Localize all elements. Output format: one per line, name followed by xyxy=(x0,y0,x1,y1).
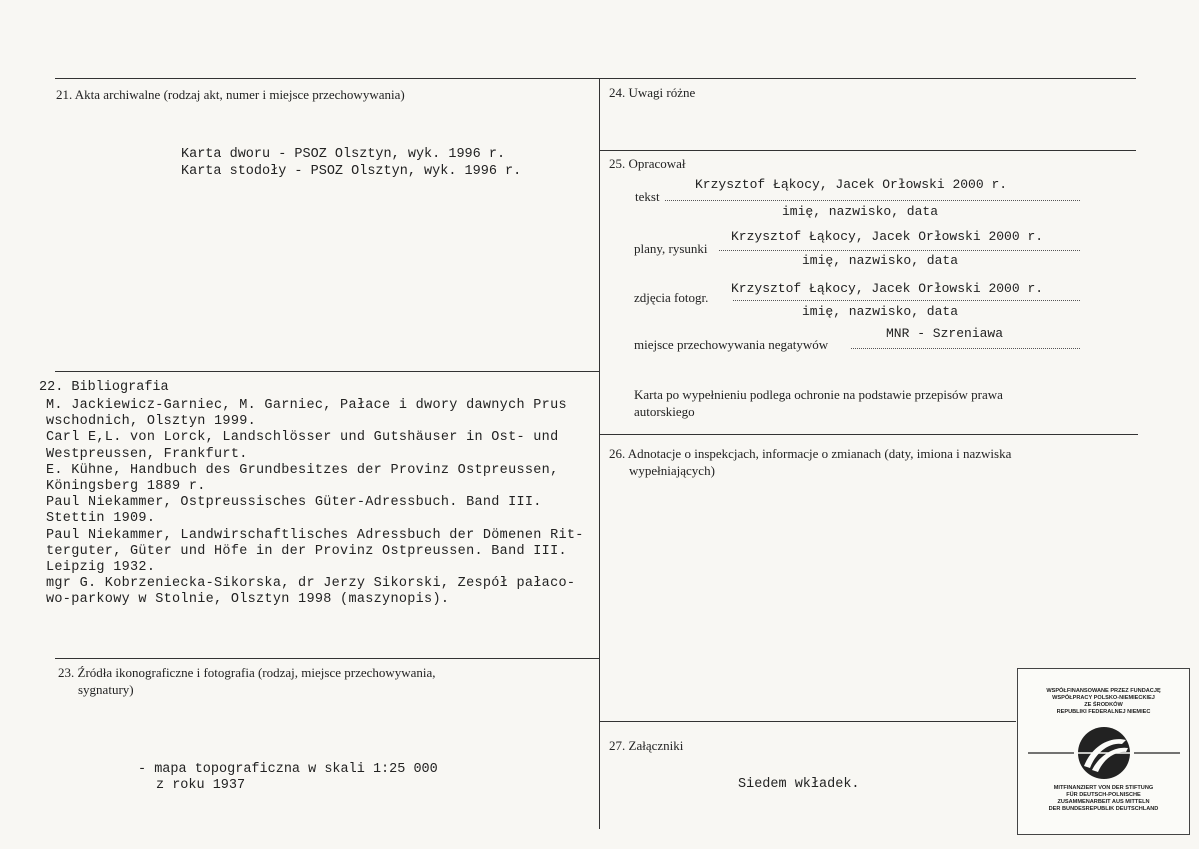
stamp-line: REPUBLIKI FEDERALNEJ NIEMIEC xyxy=(1056,709,1151,715)
top-rule xyxy=(55,78,1136,79)
text-author-value: Krzysztof Łąkocy, Jacek Orłowski 2000 r. xyxy=(695,177,1008,192)
drawings-author-value: Krzysztof Łąkocy, Jacek Orłowski 2000 r. xyxy=(731,229,1044,244)
bibliography-line: wo-parkowy w Stolnie, Olsztyn 1998 (maszynopis). xyxy=(46,592,450,608)
foundation-stamp xyxy=(1017,668,1190,835)
bibliography-line: Köningsberg 1889 r. xyxy=(46,479,206,495)
section-23-line: - mapa topograficzna w skali 1:25 000 xyxy=(138,762,438,777)
section-23-heading-line: 23. Źródła ikonograficzne i fotografia (rodzaj, miejsce przechowywania, xyxy=(58,665,436,680)
bibliography-line: Leipzig 1932. xyxy=(46,560,156,576)
photos-author-dotted-line xyxy=(733,300,1080,301)
bibliography-line: M. Jackiewicz-Garniec, M. Garniec, Pałace i dwory dawnych Prus xyxy=(46,398,567,413)
section-27-heading: 27. Załączniki xyxy=(609,738,684,753)
bibliography-line: wschodnich, Olsztyn 1999. xyxy=(46,414,257,430)
rule-26-27 xyxy=(600,721,1016,722)
section-26-heading xyxy=(609,445,1011,479)
section-25-heading: 25. Opracował xyxy=(609,156,686,171)
negatives-location-dotted-line xyxy=(851,348,1080,349)
section-26-heading-line: wypełniających) xyxy=(629,463,715,478)
section-23-body xyxy=(138,762,438,794)
section-22-heading: 22. Bibliografia xyxy=(39,380,169,395)
section-21-body xyxy=(181,146,521,180)
bibliography-list xyxy=(46,398,584,609)
negatives-location-label: miejsce przechowywania negatywów xyxy=(634,337,829,352)
text-author-dotted-line xyxy=(665,200,1080,201)
attachments-value: Siedem wkładek. xyxy=(738,777,860,792)
section-21-line: Karta dworu - PSOZ Olsztyn, wyk. 1996 r. xyxy=(181,147,506,162)
rule-24-25 xyxy=(600,150,1136,151)
stamp-line: WSPÓŁFINANSOWANE PRZEZ FUNDACJĘ xyxy=(1046,688,1161,694)
bibliography-line: Stettin 1909. xyxy=(46,511,156,527)
stamp-line: ZUSAMMENARBEIT AUS MITTELN xyxy=(1057,799,1150,805)
section-23-heading xyxy=(58,664,436,698)
negatives-location-value: MNR - Szreniawa xyxy=(886,326,1004,341)
stamp-line: ZE ŚRODKÓW xyxy=(1084,702,1123,708)
copyright-note-line: autorskiego xyxy=(634,404,695,419)
section-26-heading-line: 26. Adnotacje o inspekcjach, informacje o zmianach (daty, imiona i nazwiska xyxy=(609,446,1012,461)
bibliography-line: Westpreussen, Frankfurt. xyxy=(46,446,248,462)
stamp-line: WSPÓŁPRACY POLSKO-NIEMIECKIEJ xyxy=(1052,695,1155,701)
section-24-heading: 24. Uwagi różne xyxy=(609,85,696,100)
stamp-text-german xyxy=(1022,785,1185,813)
stamp-line: FÜR DEUTSCH-POLNISCHE xyxy=(1066,792,1141,798)
photos-author-value: Krzysztof Łąkocy, Jacek Orłowski 2000 r. xyxy=(731,281,1044,296)
copyright-note-line: Karta po wypełnieniu podlega ochronie na podstawie przepisów prawa xyxy=(634,387,1003,402)
section-21-heading: 21. Akta archiwalne (rodzaj akt, numer i miejsce przechowywania) xyxy=(56,87,405,102)
copyright-note xyxy=(634,386,1003,420)
stamp-line: MITFINANZIERT VON DER STIFTUNG xyxy=(1053,785,1154,791)
bibliography-line: terguter, Güter und Höfe in der Provinz Ostpreussen. Band III. xyxy=(46,543,567,559)
photos-author-caption: imię, nazwisko, data xyxy=(801,304,959,319)
bibliography-line: Carl E,L. von Lorck, Landschlösser und Gutshäuser in Ost- und xyxy=(46,430,559,446)
stamp-line: DER BUNDESREPUBLIK DEUTSCHLAND xyxy=(1048,806,1159,812)
rule-25-26 xyxy=(600,434,1138,435)
drawings-author-label: plany, rysunki xyxy=(634,241,708,256)
rule-22-23 xyxy=(55,658,599,659)
section-23-heading-line: sygnatury) xyxy=(78,682,134,697)
foundation-logo-icon xyxy=(1022,726,1185,780)
photos-author-label: zdjęcia fotogr. xyxy=(634,290,709,305)
bibliography-line: Paul Niekammer, Ostpreussisches Güter-Adressbuch. Band III. xyxy=(46,495,542,511)
text-author-caption: imię, nazwisko, data xyxy=(781,204,939,219)
text-author-label: tekst xyxy=(635,189,660,204)
bibliography-line: mgr G. Kobrzeniecka-Sikorska, dr Jerzy Sikorski, Zespół pałaco- xyxy=(46,576,576,592)
rule-21-22 xyxy=(55,371,599,372)
drawings-author-caption: imię, nazwisko, data xyxy=(801,253,959,268)
drawings-author-dotted-line xyxy=(719,250,1080,251)
center-divider xyxy=(599,78,600,829)
bibliography-line: E. Kühne, Handbuch des Grundbesitzes der Provinz Ostpreussen, xyxy=(46,462,559,478)
bibliography-line: Paul Niekammer, Landwirschaftlisches Adressbuch der Dömenen Rit- xyxy=(46,527,584,543)
section-23-line: z roku 1937 xyxy=(156,778,246,793)
section-21-line: Karta stodoły - PSOZ Olsztyn, wyk. 1996 r. xyxy=(181,164,522,179)
stamp-text-polish xyxy=(1022,688,1185,716)
